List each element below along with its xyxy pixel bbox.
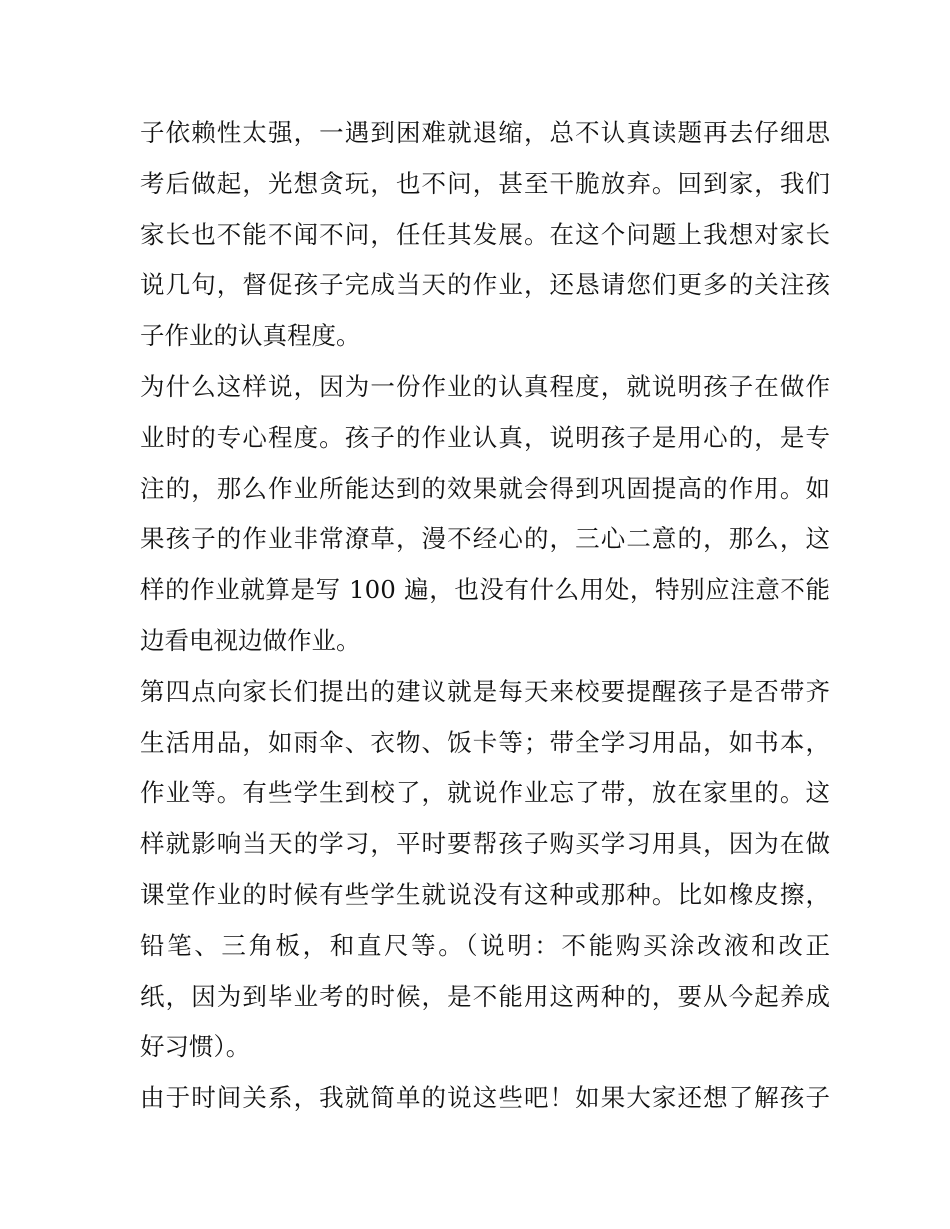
text-line: 铅笔、三角板，和直尺等。（说明：不能购买涂改液和改正 [140,930,830,960]
text-line: 子依赖性太强，一遇到困难就退缩，总不认真读题再去仔细思 [140,118,830,147]
text-line: 好习惯）。 [140,1032,251,1062]
text-line: 说几句，督促孩子完成当天的作业，还恳请您们更多的关注孩 [140,270,830,300]
text-line: 生活用品，如雨伞、衣物、饭卡等；带全学习用品，如书本， [140,727,830,757]
paragraph-3 [140,667,830,1073]
text-line: 考后做起，光想贪玩，也不问，甚至干脆放弃。回到家，我们 [140,168,830,198]
text-line: 家长也不能不闻不问，任任其发展。在这个问题上我想对家长 [140,219,830,249]
paragraph-4 [140,1073,830,1124]
text-line: 样就影响当天的学习，平时要帮孩子购买学习用具，因为在做 [140,829,830,859]
text-line: 样的作业就算是写 100 遍，也没有什么用处，特别应注意不能 [140,575,830,605]
text-line: 果孩子的作业非常潦草，漫不经心的，三心二意的，那么，这 [140,524,830,554]
paragraph-2 [140,362,830,667]
text-line: 业时的专心程度。孩子的作业认真，说明孩子是用心的，是专 [140,422,830,452]
text-line: 注的，那么作业所能达到的效果就会得到巩固提高的作用。如 [140,473,830,503]
text-line: 边看电视边做作业。 [140,625,361,655]
text-line: 子作业的认真程度。 [140,321,361,351]
text-line: 为什么这样说，因为一份作业的认真程度，就说明孩子在做作 [140,371,830,401]
text-line: 纸，因为到毕业考的时候，是不能用这两种的，要从今起养成 [140,981,830,1011]
paragraph-1 [140,108,830,362]
text-line: 由于时间关系，我就简单的说这些吧！如果大家还想了解孩子 [140,1083,830,1113]
text-line: 第四点向家长们提出的建议就是每天来校要提醒孩子是否带齐 [140,676,830,706]
document-body [140,108,830,1124]
text-line: 作业等。有些学生到校了，就说作业忘了带，放在家里的。这 [140,778,830,808]
text-line: 课堂作业的时候有些学生就说没有这种或那种。比如橡皮擦， [140,879,830,909]
